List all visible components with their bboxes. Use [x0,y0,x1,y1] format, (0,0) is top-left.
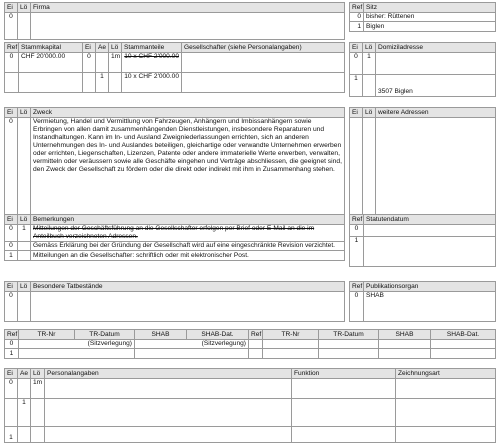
firma-table [4,2,345,40]
header-tr-nr: TR-Nr [263,330,319,340]
tr-datum: (Sitzverlegung) [19,339,135,349]
header-besondere-tatbestaende: Besondere Tatbestände [31,282,345,292]
header-bemerkungen: Bemerkungen [31,215,345,225]
header-ei: Ei [350,43,363,53]
header-ref: Ref [350,282,364,292]
personen-table [4,368,496,443]
bemerkung-text: Mitteilungen an die Gesellschafter: schriftlich oder mit elektronischer Post. [31,251,345,261]
header-tr-datum: TR-Datum [75,330,135,340]
person-lo [31,426,45,442]
firma-name [31,12,345,39]
publikation-value: SHAB [364,291,496,321]
header-weitere-adressen: weitere Adressen [376,108,496,118]
bemerkung-text: Mitteilungen der Geschäftsführung an die Gesellschafter erfolgen per Brief oder E-Mail an die im Anteilbuch verzeichneten Adressen. [31,224,345,241]
header-shab: SHAB [379,330,431,340]
domizil-value [376,52,496,74]
header-stammkapital: Stammkapital [19,43,83,53]
header-ei: Ei [5,369,18,379]
kapital-table [4,42,345,93]
header-lo: Lö [109,43,122,53]
sitz-table [349,2,496,32]
header-shab: SHAB [135,330,187,340]
header-ei: Ei [5,215,18,225]
header-ae: Ae [18,369,31,379]
gesellschafter [182,52,345,72]
header-ref: Ref [5,330,19,340]
header-lo: Lö [363,108,376,118]
zweck-ei: 0 [5,117,18,217]
bemerkung-ei: 0 [5,224,18,241]
header-ei: Ei [5,282,18,292]
header-shab-dat: SHAB-Dat. [431,330,496,340]
tr-table [4,329,496,359]
stammanteile: 10 x CHF 2'000.00 [122,72,182,92]
header-tr-nr: TR-Nr [19,330,75,340]
sitz-value: Biglen [364,22,496,32]
zweck-table [4,107,345,218]
header-ae: Ae [96,43,109,53]
tr-ref: 1 [5,349,19,359]
person-ei: 0 [5,378,18,398]
domizil-table [349,42,496,97]
person-ei [5,398,18,426]
person-lo [31,398,45,426]
publikation-ref: 0 [350,291,364,321]
header-lo: Lö [363,43,376,53]
tatbestaende-table [4,281,345,322]
header-tr-datum: TR-Datum [319,330,379,340]
zweck-text: Vermietung, Handel und Vermittlung von Fahrzeugen, Anhängern und Imbissanhängern sowie Erbringen von allen damit zusammenhängenden Dienstleistungen, insbesondere Reparaturen und Instandhaltungen. Kann im In- und Ausland Zweigniederlassungen errichten, sich an anderen Unternehmungen des In- und Auslandes beteiligen, gleichartige oder verwandte Unternehmen erwerben oder errichten, Liegenschaften, Lizenzen, Patente oder andere immaterielle Werte erwerben, verwalten, vermitteln oder veräussern sowie alle Geschäfte eingehen und Verträge abschliessen, die geeignet sind, den Zweck der Gesellschaft zu fördern oder die direkt oder indirekt mit ihm in Zusammenhang stehen. [31,117,345,217]
stammanteile: 10 x CHF 2'000.00 [122,52,182,72]
header-ref: Ref [249,330,263,340]
header-shab-dat: SHAB-Dat. [187,330,249,340]
tr-ref: 0 [5,339,19,349]
header-lo: Lö [18,108,31,118]
header-sitz: Sitz [364,3,496,13]
bemerkung-text: Gemäss Erklärung bei der Gründung der Gesellschaft wird auf eine eingeschränkte Revision verzichtet. [31,241,345,251]
header-lo: Lö [18,3,31,13]
header-ei: Ei [5,3,18,13]
bemerkung-lo: 1 [18,224,31,241]
kapital-ae: 1 [96,72,109,92]
header-personalangaben: Personalangaben [45,369,292,379]
sitz-ref: 1 [350,22,364,32]
header-ref: Ref [5,43,19,53]
sitz-value: bisher: Rüttenen [364,12,496,22]
bemerkung-ei: 0 [5,241,18,251]
header-lo: Lö [31,369,45,379]
header-funktion: Funktion [292,369,396,379]
kapital-ref: 0 [5,52,19,72]
header-domiziladresse: Domiziladresse [376,43,496,53]
header-ref: Ref [350,215,364,225]
header-publikationsorgan: Publikationsorgan [364,282,496,292]
stammkapital: CHF 20'000.00 [19,52,83,72]
gesellschafter [182,72,345,92]
person-ae: 1 [18,398,31,426]
statuten-table [349,214,496,267]
firma-ei: 0 [5,12,18,39]
tatbestand-ei: 0 [5,291,18,321]
domizil-value: 3507 Biglen [376,74,496,96]
domizil-lo: 1 [363,52,376,74]
domizil-ei: 1 [350,74,363,96]
publikation-table [349,281,496,322]
domizil-ei: 0 [350,52,363,74]
bemerkungen-table [4,214,345,261]
weitere-table [349,107,496,218]
header-gesellschafter: Gesellschafter (siehe Personalangaben) [182,43,345,53]
kapital-ei [83,72,96,92]
header-statutendatum: Statutendatum [364,215,496,225]
header-stammanteile: Stammanteile [122,43,182,53]
header-lo: Lö [18,215,31,225]
header-ei: Ei [83,43,96,53]
header-ei: Ei [5,108,18,118]
person-ae [18,378,31,398]
person-ae [18,426,31,442]
kapital-lo [109,72,122,92]
header-zeichnungsart: Zeichnungsart [396,369,496,379]
shab-dat: (Sitzverlegung) [135,339,249,349]
kapital-lo: 1m [109,52,122,72]
header-lo: Lö [18,282,31,292]
header-zweck: Zweck [31,108,345,118]
person-ei: 1 [5,426,18,442]
statuten-ref: 1 [350,236,364,266]
statuten-ref: 0 [350,224,364,236]
sitz-ref: 0 [350,12,364,22]
bemerkung-ei: 1 [5,251,18,261]
header-ref: Ref [350,3,364,13]
kapital-ae [96,52,109,72]
header-ei: Ei [350,108,363,118]
person-lo: 1m [31,378,45,398]
kapital-ei: 0 [83,52,96,72]
header-firma: Firma [31,3,345,13]
